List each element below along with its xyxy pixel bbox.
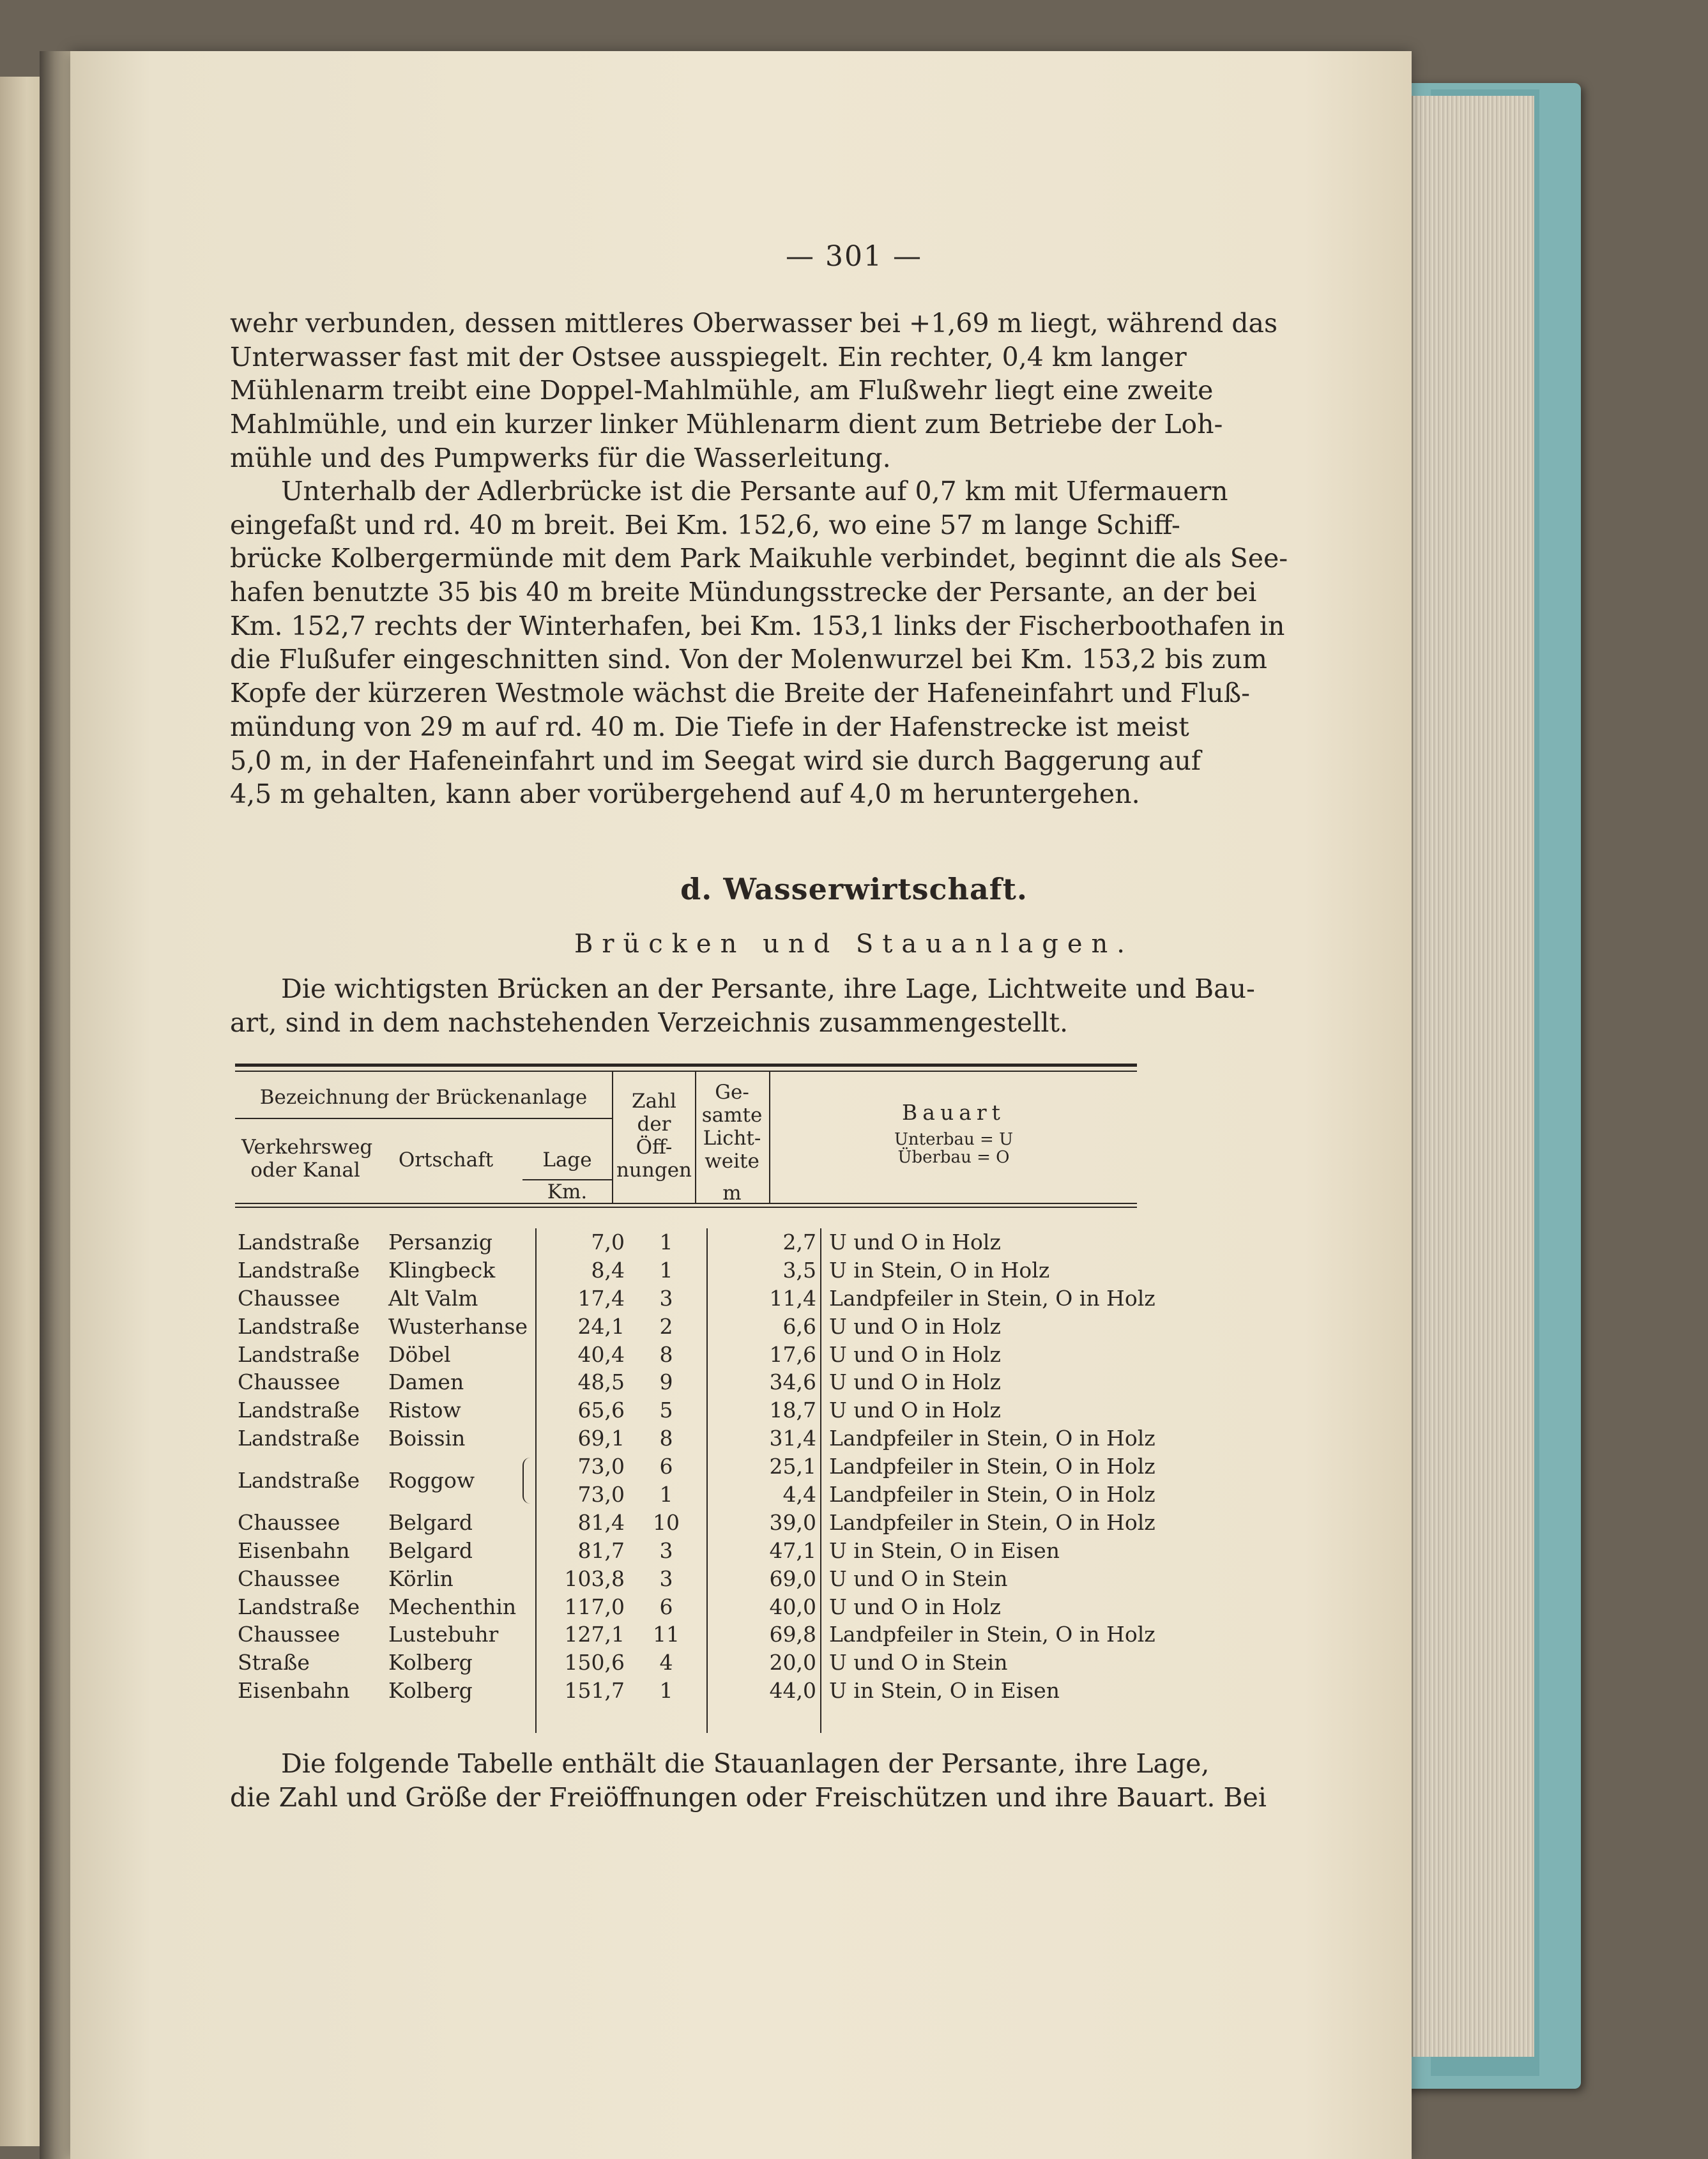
cell-ort: Wusterhanse (388, 1313, 528, 1339)
cell-ort: Mechenthin (388, 1594, 517, 1619)
table-subrow (235, 1481, 1155, 1509)
cell-bauart: Landpfeiler in Stein, O in Holz (829, 1622, 1155, 1647)
paragraph-3 (230, 972, 1255, 1039)
cell-zahl: 1 (659, 1482, 673, 1507)
page-edges-stack (1412, 96, 1534, 2057)
text-line: brücke Kolbergermünde mit dem Park Maikuhle verbindet, beginnt die als See- (230, 543, 1288, 574)
header-ort: Ortschaft (398, 1148, 494, 1171)
cell-ort: Persanzig (388, 1230, 492, 1255)
cell-zahl: 1 (659, 1257, 673, 1283)
cell-zahl: 5 (659, 1398, 673, 1423)
cell-km: 65,6 (577, 1398, 625, 1423)
cell-weg: Landstraße (238, 1426, 360, 1451)
table-row (235, 1396, 1137, 1424)
cell-weg: Landstraße (238, 1257, 360, 1283)
table-row (235, 1228, 1137, 1256)
cell-weg: Chaussee (238, 1285, 340, 1311)
table-row (235, 1368, 1137, 1396)
cell-weg: Landstraße (238, 1230, 360, 1255)
cell-ort: Roggow (388, 1468, 475, 1493)
cell-zahl: 1 (659, 1678, 673, 1704)
cell-km: 48,5 (577, 1369, 625, 1395)
cell-bauart: U und O in Holz (829, 1594, 1001, 1619)
cell-zahl: 8 (659, 1426, 673, 1451)
cell-km: 40,4 (577, 1341, 625, 1367)
table-row (235, 1621, 1155, 1649)
table-row-roggow (235, 1453, 1155, 1509)
header-m: m (722, 1182, 742, 1205)
paragraph-2 (230, 475, 1288, 811)
cell-km: 73,0 (577, 1454, 625, 1479)
cell-ort: Lustebuhr (388, 1622, 499, 1647)
cell-zahl: 6 (659, 1454, 673, 1479)
text-line: Mahlmühle, und ein kurzer linker Mühlenarm dient zum Betriebe der Loh- (230, 409, 1223, 440)
cell-weg: Eisenbahn (238, 1537, 350, 1563)
header-unterbau: Unterbau = U (894, 1130, 1014, 1149)
cell-weg: Straße (238, 1650, 310, 1675)
cell-km: 150,6 (564, 1650, 625, 1675)
cell-zahl: 1 (659, 1230, 673, 1255)
cell-km: 81,7 (577, 1537, 625, 1563)
table-row (235, 1537, 1137, 1565)
text-line: eingefaßt und rd. 40 m breit. Bei Km. 152,6, wo eine 57 m lange Schiff- (230, 509, 1180, 540)
cell-weg: Landstraße (238, 1341, 360, 1367)
cell-weite: 2,7 (782, 1230, 816, 1255)
paragraph-4 (230, 1747, 1267, 1814)
cell-weite: 4,4 (782, 1482, 816, 1507)
header-divider (769, 1072, 770, 1203)
cell-km: 8,4 (591, 1257, 625, 1283)
table-row (235, 1565, 1137, 1593)
cell-bauart: U und O in Holz (829, 1341, 1001, 1367)
text-line: Unterwasser fast mit der Ostsee ausspiegelt. Ein rechter, 0,4 km langer (230, 341, 1187, 372)
cell-km: 127,1 (564, 1622, 625, 1647)
cell-ort: Belgard (388, 1537, 473, 1563)
cell-weite: 11,4 (769, 1285, 816, 1311)
cell-bauart: U und O in Holz (829, 1230, 1001, 1255)
cell-bauart: Landpfeiler in Stein, O in Holz (829, 1509, 1155, 1535)
cell-ort: Kolberg (388, 1678, 473, 1704)
table-header (235, 1072, 1137, 1203)
table-row (235, 1256, 1137, 1285)
section-subheading: Brücken und Stauanlagen. (574, 929, 1134, 959)
text-line: Die folgende Tabelle enthält die Stauanlagen der Persante, ihre Lage, (281, 1748, 1210, 1779)
cell-km: 24,1 (577, 1313, 625, 1339)
cell-weg: Landstraße (238, 1313, 360, 1339)
cell-km: 69,1 (577, 1426, 625, 1451)
table-row (235, 1649, 1137, 1677)
cell-weite: 20,0 (769, 1650, 816, 1675)
cell-weg: Landstraße (238, 1468, 360, 1493)
text-line: art, sind in dem nachstehenden Verzeichnis zusammengestellt. (230, 1007, 1068, 1038)
table-row (235, 1313, 1137, 1341)
table-row (235, 1285, 1155, 1313)
cell-weite: 69,0 (769, 1566, 816, 1591)
cell-weite: 34,6 (769, 1369, 816, 1395)
header-group: Bezeichnung der Brückenanlage (259, 1086, 588, 1109)
table-row (235, 1509, 1155, 1537)
text-line: Unterhalb der Adlerbrücke ist die Persante auf 0,7 km mit Ufermauern (281, 476, 1228, 507)
text-line: Mühlenarm treibt eine Doppel-Mahlmühle, am Flußwehr liegt eine zweite (230, 375, 1214, 406)
cell-zahl: 8 (659, 1341, 673, 1367)
cell-zahl: 9 (659, 1369, 673, 1395)
cell-ort: Körlin (388, 1566, 454, 1591)
cell-weite: 44,0 (769, 1678, 816, 1704)
text-line: die Flußufer eingeschnitten sind. Von der Molenwurzel bei Km. 153,2 bis zum (230, 644, 1267, 675)
cell-ort: Döbel (388, 1341, 451, 1367)
text-line: die Zahl und Größe der Freiöffnungen oder Freischützen und ihre Bauart. Bei (230, 1781, 1267, 1813)
cell-bauart: U und O in Holz (829, 1369, 1001, 1395)
cell-km: 81,4 (577, 1509, 625, 1535)
cell-weg: Eisenbahn (238, 1678, 350, 1704)
page-number: — 301 — (786, 240, 922, 273)
cell-bauart: Landpfeiler in Stein, O in Holz (829, 1285, 1155, 1311)
cell-ort: Ristow (388, 1398, 461, 1423)
header-divider (612, 1072, 613, 1203)
cell-ort: Damen (388, 1369, 464, 1395)
header-lage: Lage (542, 1148, 592, 1171)
cell-zahl: 11 (653, 1622, 680, 1647)
cell-weg: Chaussee (238, 1622, 340, 1647)
table-body (235, 1208, 1155, 1705)
table-row (235, 1341, 1137, 1369)
table-subrow (235, 1453, 1155, 1481)
cell-weite: 25,1 (769, 1454, 816, 1479)
cell-bauart: U und O in Stein (829, 1650, 1008, 1675)
paragraph-1 (230, 307, 1277, 475)
table-row (235, 1424, 1155, 1453)
cell-weite: 31,4 (769, 1426, 816, 1451)
header-km: Km. (547, 1180, 588, 1203)
cell-zahl: 3 (659, 1537, 673, 1563)
cell-weg: Landstraße (238, 1398, 360, 1423)
cell-ort: Belgard (388, 1509, 473, 1535)
cell-weite: 39,0 (769, 1509, 816, 1535)
cell-weite: 40,0 (769, 1594, 816, 1619)
text-line: Km. 152,7 rechts der Winterhafen, bei Km. 153,1 links der Fischerboothafen in (230, 610, 1285, 641)
text-line: mühle und des Pumpwerks für die Wasserleitung. (230, 442, 891, 473)
text-line: Kopfe der kürzeren Westmole wächst die Breite der Hafeneinfahrt und Fluß- (230, 678, 1251, 709)
cell-weg: Chaussee (238, 1509, 340, 1535)
cell-weite: 47,1 (769, 1537, 816, 1563)
cell-zahl: 4 (659, 1650, 673, 1675)
cell-km: 103,8 (564, 1566, 625, 1591)
cell-zahl: 3 (659, 1285, 673, 1311)
cell-weite: 17,6 (769, 1341, 816, 1367)
cell-km: 17,4 (577, 1285, 625, 1311)
cell-ort: Kolberg (388, 1650, 473, 1675)
cell-zahl: 6 (659, 1594, 673, 1619)
cell-weite: 3,5 (782, 1257, 816, 1283)
table-row (235, 1593, 1137, 1621)
header-ueberbau: Überbau = O (897, 1148, 1010, 1167)
cell-weite: 6,6 (782, 1313, 816, 1339)
cell-km: 73,0 (577, 1482, 625, 1507)
text-line: hafen benutzte 35 bis 40 m breite Mündungsstrecke der Persante, an der bei (230, 577, 1257, 608)
cell-km: 151,7 (564, 1678, 625, 1704)
table-row (235, 1677, 1137, 1705)
cell-bauart: U in Stein, O in Eisen (829, 1678, 1060, 1704)
cell-weg: Chaussee (238, 1566, 340, 1591)
cell-bauart: U in Stein, O in Eisen (829, 1537, 1060, 1563)
cell-ort: Alt Valm (388, 1285, 478, 1311)
text-line: 4,5 m gehalten, kann aber vorübergehend auf 4,0 m heruntergehen. (230, 779, 1140, 810)
cell-bauart: U und O in Stein (829, 1566, 1008, 1591)
cell-ort: Klingbeck (388, 1257, 496, 1283)
cell-weite: 18,7 (769, 1398, 816, 1423)
header-weite: Ge- samte Licht- weite (701, 1081, 763, 1173)
cell-bauart: U und O in Holz (829, 1313, 1001, 1339)
cell-km: 7,0 (591, 1230, 625, 1255)
left-page-edge (0, 77, 45, 2146)
text-line: 5,0 m, in der Hafeneinfahrt und im Seegat wird sie durch Baggerung auf (230, 745, 1201, 776)
cell-bauart: Landpfeiler in Stein, O in Holz (829, 1426, 1155, 1451)
cell-bauart: U und O in Holz (829, 1398, 1001, 1423)
bridges-table (235, 1064, 1155, 1705)
header-group-rule (235, 1118, 612, 1119)
cell-km: 117,0 (564, 1594, 625, 1619)
cell-zahl: 3 (659, 1566, 673, 1591)
cell-bauart: Landpfeiler in Stein, O in Holz (829, 1454, 1155, 1479)
text-line: wehr verbunden, dessen mittleres Oberwasser bei +1,69 m liegt, während das (230, 308, 1277, 339)
header-zahl: Zahl der Öff- nungen (616, 1090, 692, 1182)
cell-weite: 69,8 (769, 1622, 816, 1647)
cell-ort: Boissin (388, 1426, 466, 1451)
cell-bauart: U in Stein, O in Holz (829, 1257, 1050, 1283)
header-weg: Verkehrsweg oder Kanal (241, 1136, 373, 1182)
header-bauart: Bauart (902, 1100, 1005, 1125)
section-heading: d. Wasserwirtschaft. (680, 872, 1028, 906)
cell-bauart: Landpfeiler in Stein, O in Holz (829, 1482, 1155, 1507)
cell-weg: Chaussee (238, 1369, 340, 1395)
text-line: mündung von 29 m auf rd. 40 m. Die Tiefe in der Hafenstrecke ist meist (230, 711, 1189, 742)
cell-zahl: 2 (659, 1313, 673, 1339)
header-divider (695, 1072, 696, 1203)
cell-zahl: 10 (653, 1509, 680, 1535)
text-line: Die wichtigsten Brücken an der Persante, ihre Lage, Lichtweite und Bau- (281, 973, 1255, 1004)
cell-weg: Landstraße (238, 1594, 360, 1619)
